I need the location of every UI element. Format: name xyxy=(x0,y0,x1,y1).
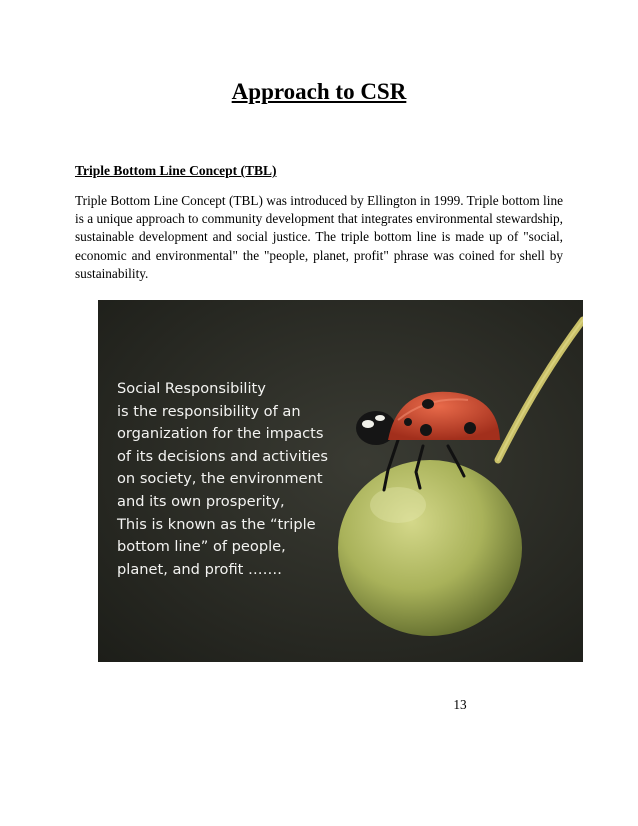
caption-line: and its own prosperity, xyxy=(117,492,285,510)
caption-line: bottom line” of people, xyxy=(117,538,286,556)
caption-line: planet, and profit ……. xyxy=(117,560,282,578)
page-title: Approach to CSR xyxy=(231,79,407,104)
caption-line: Social Responsibility xyxy=(117,380,266,397)
caption-line: is the responsibility of an xyxy=(117,402,301,420)
caption-line: organization for the impacts xyxy=(117,425,324,443)
body-paragraph: Triple Bottom Line Concept (TBL) was introduced by Ellington in 1999. Triple bottom line is a unique approach to community development that integrates environmental stewardship, sustainable development and social justice. The triple bottom line is made up of "social, economic and environmental" the "people, planet, profit" phrase was coined for shell by sustainability. xyxy=(75,193,563,281)
ladybug-figure xyxy=(98,300,583,662)
caption-line: This is known as the “triple xyxy=(117,515,316,533)
page-number: 13 xyxy=(453,697,467,712)
caption-line: of its decisions and activities xyxy=(117,447,329,465)
figure-caption xyxy=(117,378,367,581)
section-heading: Triple Bottom Line Concept (TBL) xyxy=(75,163,277,178)
caption-line: on society, the environment xyxy=(117,470,323,488)
